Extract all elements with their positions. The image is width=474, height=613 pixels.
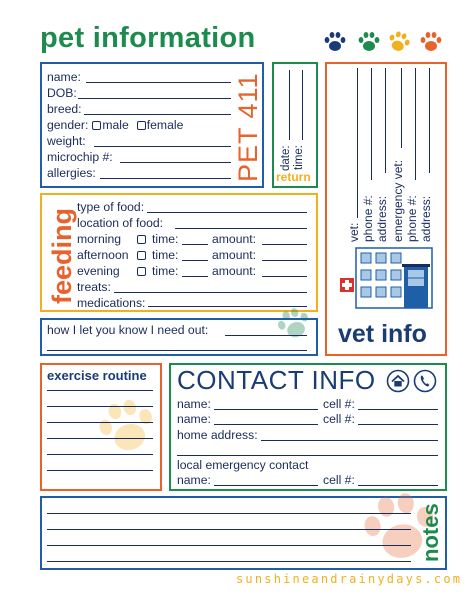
vet-phone-field[interactable]	[371, 68, 372, 180]
exercise-line[interactable]	[47, 422, 153, 423]
contact-cell-label-2: cell #:	[323, 412, 355, 426]
exercise-line[interactable]	[47, 438, 153, 439]
microchip-label: microchip #:	[47, 150, 113, 164]
treats-field[interactable]	[114, 292, 307, 293]
return-heading: return	[276, 170, 311, 184]
exercise-heading: exercise routine	[47, 368, 147, 383]
breed-field[interactable]	[84, 114, 231, 115]
afternoon-checkbox[interactable]	[137, 251, 146, 260]
afternoon-label: afternoon	[77, 248, 129, 262]
dob-label: DOB:	[47, 86, 77, 100]
evening-amount-field[interactable]	[262, 276, 307, 277]
afternoon-time-label: time:	[152, 248, 179, 262]
home-address-label: home address:	[177, 428, 258, 442]
evening-time-label: time:	[152, 264, 179, 278]
vet-info-heading: vet info	[338, 320, 427, 348]
exercise-line[interactable]	[47, 406, 153, 407]
contact-info-heading: CONTACT INFO	[177, 365, 376, 395]
morning-amount-label: amount:	[212, 232, 257, 246]
afternoon-amount-field[interactable]	[262, 260, 307, 261]
phone-icon	[413, 369, 437, 393]
breed-label: breed:	[47, 102, 82, 116]
name-label: name:	[47, 70, 81, 84]
vet-address-label: address:	[375, 195, 389, 242]
footer-url: sunshineandrainydays.com	[236, 572, 463, 586]
return-date-label: date:	[280, 145, 292, 171]
notes-line[interactable]	[47, 561, 411, 562]
emergency-phone-label: phone #:	[405, 195, 419, 242]
dob-field[interactable]	[78, 98, 231, 99]
notes-line[interactable]	[47, 545, 411, 546]
morning-time-field[interactable]	[182, 244, 208, 245]
return-time-field[interactable]	[302, 70, 303, 140]
need-out-field-2[interactable]	[47, 350, 307, 351]
female-checkbox[interactable]	[137, 121, 146, 130]
gender-label: gender:	[47, 118, 89, 132]
exercise-line[interactable]	[47, 470, 153, 471]
afternoon-time-field[interactable]	[182, 260, 208, 261]
medications-label: medications:	[77, 296, 146, 310]
need-out-label: how I let you know I need out:	[47, 323, 209, 337]
exercise-line[interactable]	[47, 454, 153, 455]
paw-print-icon	[387, 30, 411, 54]
male-label: male	[102, 118, 129, 132]
vet-clinic-icon	[338, 246, 436, 310]
evening-label: evening	[77, 264, 120, 278]
weight-field[interactable]	[94, 146, 231, 147]
contact-name-label-2: name:	[177, 412, 211, 426]
paw-print-icon	[323, 30, 347, 54]
vet-phone-label: phone #:	[361, 195, 375, 242]
emergency-phone-field[interactable]	[415, 68, 416, 180]
female-label: female	[146, 118, 184, 132]
morning-amount-field[interactable]	[262, 244, 307, 245]
paw-print-icon	[419, 30, 443, 54]
paw-print-icon	[357, 30, 381, 54]
return-time-label: time:	[293, 145, 305, 170]
treats-label: treats:	[77, 280, 111, 294]
exercise-line[interactable]	[47, 390, 153, 391]
food-type-label: type of food:	[77, 200, 145, 214]
food-location-field[interactable]	[175, 228, 307, 229]
food-type-field[interactable]	[147, 212, 307, 213]
morning-label: morning	[77, 232, 122, 246]
vet-field[interactable]	[357, 68, 358, 218]
contact-name-label: name:	[177, 397, 211, 411]
evening-checkbox[interactable]	[137, 267, 146, 276]
vet-address-field[interactable]	[385, 68, 386, 173]
notes-line[interactable]	[47, 513, 411, 514]
gender-row	[47, 118, 183, 132]
morning-time-label: time:	[152, 232, 179, 246]
food-location-label: location of food:	[77, 216, 164, 230]
home-address-field[interactable]	[261, 440, 438, 441]
morning-checkbox[interactable]	[137, 235, 146, 244]
emergency-name-field[interactable]	[214, 485, 318, 486]
microchip-field[interactable]	[120, 162, 231, 163]
home-icon	[386, 369, 410, 393]
weight-label: weight:	[47, 134, 86, 148]
male-checkbox[interactable]	[92, 121, 101, 130]
return-date-field[interactable]	[289, 70, 290, 140]
contact-name-field-2[interactable]	[214, 424, 318, 425]
emergency-vet-field[interactable]	[401, 68, 402, 148]
afternoon-amount-label: amount:	[212, 248, 257, 262]
allergies-label: allergies:	[47, 166, 96, 180]
emergency-address-label: address:	[419, 195, 433, 242]
emergency-cell-field[interactable]	[358, 485, 438, 486]
emergency-name-label: name:	[177, 473, 211, 487]
feeding-heading: feeding	[47, 207, 77, 304]
vet-label: vet:	[347, 222, 361, 242]
pet-411-heading: PET 411	[233, 72, 263, 182]
home-address-field-2[interactable]	[177, 455, 438, 456]
contact-name-field[interactable]	[214, 409, 318, 410]
contact-cell-field[interactable]	[358, 409, 438, 410]
name-field[interactable]	[86, 82, 231, 83]
allergies-field[interactable]	[100, 178, 231, 179]
contact-cell-label: cell #:	[323, 397, 355, 411]
notes-line[interactable]	[47, 529, 411, 530]
emergency-vet-label: emergency vet:	[391, 159, 405, 242]
evening-amount-label: amount:	[212, 264, 257, 278]
contact-cell-field-2[interactable]	[358, 424, 438, 425]
need-out-field[interactable]	[225, 335, 307, 336]
emergency-cell-label: cell #:	[323, 473, 355, 487]
notes-heading: notes	[418, 503, 443, 562]
evening-time-field[interactable]	[182, 276, 208, 277]
emergency-address-field[interactable]	[429, 68, 430, 173]
page-title: pet information	[40, 22, 256, 54]
local-emergency-label: local emergency contact	[177, 458, 309, 472]
